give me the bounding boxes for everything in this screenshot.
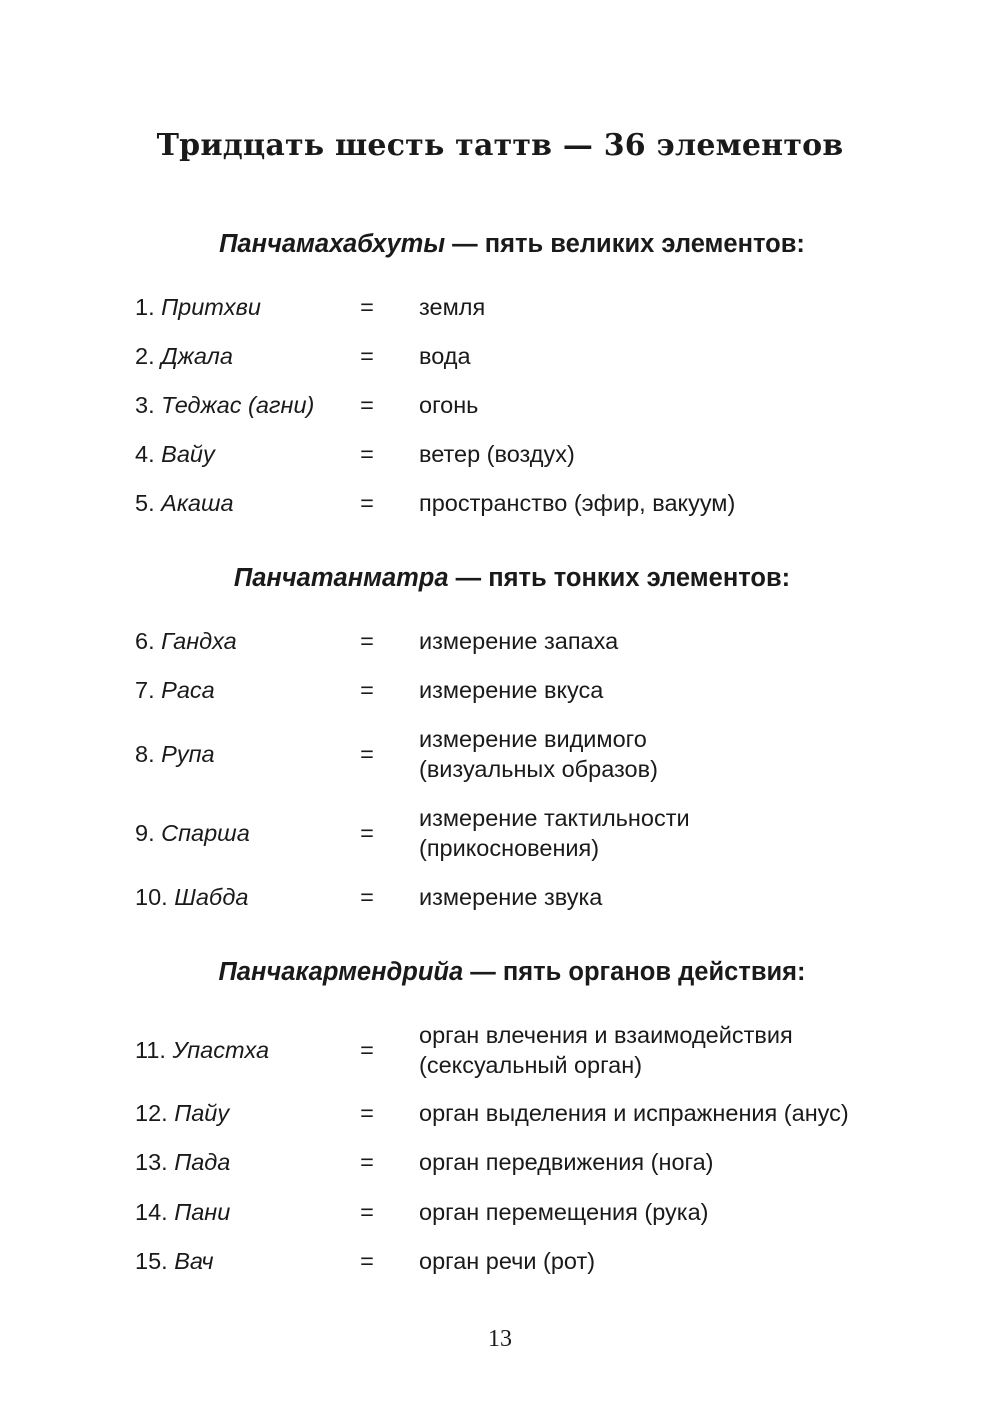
item-definition: орган передвижения (нога) xyxy=(419,1149,714,1175)
item-term: Вайу xyxy=(161,441,215,467)
item-term: Вач xyxy=(174,1248,214,1274)
section-heading-karmendriya xyxy=(0,958,1000,987)
item-number: 3. xyxy=(135,392,162,418)
item-number: 9. xyxy=(135,820,162,846)
item-definition xyxy=(419,724,658,784)
section-heading-text: — пять великих элементов: xyxy=(445,230,805,258)
item-term: Теджас (агни) xyxy=(161,392,315,418)
item-definition: земля xyxy=(419,294,486,320)
item-definition: орган выделения и испражнения (анус) xyxy=(419,1100,849,1126)
item-term: Гандха xyxy=(161,628,237,654)
equals-sign: = xyxy=(360,294,374,320)
equals-sign: = xyxy=(360,1100,374,1126)
section-heading-text: — пять тонких элементов: xyxy=(448,564,791,592)
item-number: 11. xyxy=(135,1037,173,1063)
definition-line: (сексуальный орган) xyxy=(419,1052,643,1078)
equals-sign: = xyxy=(360,628,374,654)
item-definition: орган речи (рот) xyxy=(419,1248,596,1274)
item-number: 10. xyxy=(135,884,175,910)
item-number: 6. xyxy=(135,628,162,654)
item-term: Джала xyxy=(161,343,233,369)
item-definition: ветер (воздух) xyxy=(419,441,575,467)
item-definition: пространство (эфир, вакуум) xyxy=(419,490,736,516)
section-heading-tanmatra xyxy=(0,564,1000,593)
item-number: 14. xyxy=(135,1199,175,1225)
equals-sign: = xyxy=(360,441,374,467)
item-term: Притхви xyxy=(161,294,261,320)
equals-sign: = xyxy=(360,741,374,767)
item-number: 5. xyxy=(135,490,162,516)
item-definition: вода xyxy=(419,343,471,369)
item-number: 12. xyxy=(135,1100,175,1126)
item-number: 2. xyxy=(135,343,162,369)
section-heading-term: Панчатанматра xyxy=(233,564,449,592)
item-definition: орган перемещения (рука) xyxy=(419,1199,709,1225)
item-number: 8. xyxy=(135,741,162,767)
definition-line: (визуальных образов) xyxy=(419,756,658,782)
item-term: Акаша xyxy=(161,490,234,516)
item-number: 7. xyxy=(135,677,162,703)
equals-sign: = xyxy=(360,343,374,369)
item-term: Спарша xyxy=(161,820,250,846)
section-heading-mahabhuta xyxy=(0,230,1000,259)
equals-sign: = xyxy=(360,392,374,418)
equals-sign: = xyxy=(360,677,374,703)
item-term: Рупа xyxy=(161,741,215,767)
item-number: 13. xyxy=(135,1149,175,1175)
item-number: 15. xyxy=(135,1248,175,1274)
section-heading-text: — пять органов действия: xyxy=(463,958,806,986)
definition-line: измерение тактильности xyxy=(419,805,690,831)
equals-sign: = xyxy=(360,1149,374,1175)
page-number: 13 xyxy=(488,1326,512,1352)
page-title: Тридцать шесть таттв — 36 элементов xyxy=(156,128,844,163)
item-definition: измерение запаха xyxy=(419,628,619,654)
item-number: 4. xyxy=(135,441,162,467)
item-definition xyxy=(419,803,690,863)
equals-sign: = xyxy=(360,1248,374,1274)
item-term: Пада xyxy=(174,1149,231,1175)
item-number: 1. xyxy=(135,294,162,320)
equals-sign: = xyxy=(360,820,374,846)
section-heading-term: Панчакармендрийа xyxy=(218,958,464,986)
item-term: Пани xyxy=(174,1199,231,1225)
equals-sign: = xyxy=(360,1199,374,1225)
item-definition: огонь xyxy=(419,392,479,418)
item-term: Раса xyxy=(161,677,215,703)
item-definition: измерение вкуса xyxy=(419,677,604,703)
item-definition xyxy=(419,1020,793,1080)
definition-line: (прикосновения) xyxy=(419,835,600,861)
item-term: Упастха xyxy=(172,1037,270,1063)
equals-sign: = xyxy=(360,884,374,910)
equals-sign: = xyxy=(360,1037,374,1063)
item-term: Пайу xyxy=(174,1100,230,1126)
definition-line: орган влечения и взаимодействия xyxy=(419,1022,793,1048)
definition-line: измерение видимого xyxy=(419,726,647,752)
equals-sign: = xyxy=(360,490,374,516)
section-heading-term: Панчамахабхуты xyxy=(219,230,446,258)
item-term: Шабда xyxy=(174,884,249,910)
item-definition: измерение звука xyxy=(419,884,603,910)
